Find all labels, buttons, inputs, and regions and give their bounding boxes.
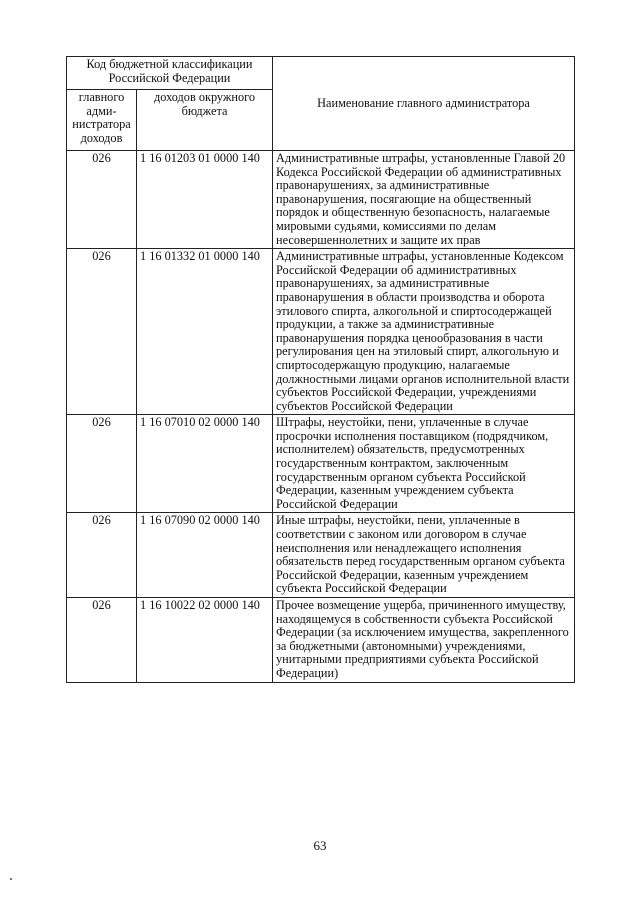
admin-code-cell: 026 — [67, 249, 137, 415]
administrator-name-cell: Иные штрафы, неустойки, пени, уплаченные в соответствии с законом или договором в случае неисполнения или ненадлежащего исполнения обязательств перед государственным органом субъекта Российской Федерации, казенным учреждением субъекта Российской Федерации — [273, 513, 575, 598]
income-code-cell: 1 16 07010 02 0000 140 — [137, 415, 273, 513]
table-row — [67, 513, 575, 598]
table-row — [67, 415, 575, 513]
income-code-cell: 1 16 10022 02 0000 140 — [137, 598, 273, 683]
admin-code-cell: 026 — [67, 598, 137, 683]
scan-mark — [10, 878, 12, 880]
administrator-name-cell: Административные штрафы, установленные Главой 20 Кодекса Российской Федерации об административных правонарушениях, за административные правонарушения, посягающие на общественный порядок и общественную безопасность, налагаемые мировыми судьями, комиссиями по делам несовершеннолетних и защите их прав — [273, 151, 575, 249]
income-code-cell: 1 16 01332 01 0000 140 — [137, 249, 273, 415]
admin-code-cell: 026 — [67, 415, 137, 513]
budget-classification-table — [66, 56, 575, 683]
income-code-cell: 1 16 07090 02 0000 140 — [137, 513, 273, 598]
page-number: 63 — [313, 838, 327, 853]
table-row — [67, 151, 575, 249]
income-code-cell: 1 16 01203 01 0000 140 — [137, 151, 273, 249]
header-administrator-name: Наименование главного администратора — [273, 57, 575, 151]
table-row — [67, 249, 575, 415]
table-row — [67, 598, 575, 683]
admin-code-cell: 026 — [67, 151, 137, 249]
header-main-administrator: главного адми- нистратора доходов — [67, 90, 137, 151]
header-district-budget-income: доходов окружного бюджета — [137, 90, 273, 151]
header-classification: Код бюджетной классификации Российской Федерации — [67, 57, 273, 90]
administrator-name-cell: Прочее возмещение ущерба, причиненного имуществу, находящемуся в собственности субъекта Российской Федерации (за исключением имущества, закрепленного за бюджетными (автономными) учреждениями, унитарными предприятиями субъекта Российской Федерации) — [273, 598, 575, 683]
administrator-name-cell: Административные штрафы, установленные Кодексом Российской Федерации об административных правонарушениях, за административные правонарушения в области производства и оборота этилового спирта, алкогольной и спиртосодержащей продукции, а также за административные правонарушения порядка ценообразования в части регулирования цен на этиловый спирт, алкогольную и спиртосодержащую продукцию, налагаемые должностными лицами органов исполнительной власти субъектов Российской Федерации, учреждениями субъектов Российской Федерации — [273, 249, 575, 415]
administrator-name-cell: Штрафы, неустойки, пени, уплаченные в случае просрочки исполнения поставщиком (подрядчиком, исполнителем) обязательств, предусмотренных государственным контрактом, заключенным государственным органом субъекта Российской Федерации, казенным учреждением субъекта Российской Федерации — [273, 415, 575, 513]
admin-code-cell: 026 — [67, 513, 137, 598]
